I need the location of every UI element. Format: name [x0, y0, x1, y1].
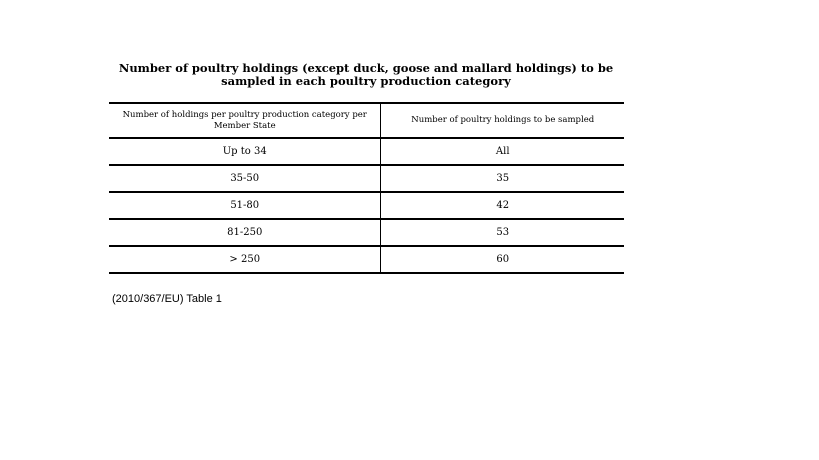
table-cell-sampled: 60 — [381, 246, 624, 273]
table-cell-sampled: 35 — [381, 165, 624, 192]
table-cell-category: > 250 — [109, 246, 381, 273]
table-row — [109, 165, 624, 192]
table-cell-sampled: All — [381, 138, 624, 165]
table-cell-category: 81-250 — [109, 219, 381, 246]
table-caption: (2010/367/EU) Table 1 — [112, 293, 222, 305]
table-cell-category: 51-80 — [109, 192, 381, 219]
table-row — [109, 246, 624, 273]
table-row — [109, 219, 624, 246]
column-header-holdings-to-sample: Number of poultry holdings to be sampled — [381, 103, 624, 138]
table-cell-sampled: 53 — [381, 219, 624, 246]
table-title: Number of poultry holdings (except duck, goose and mallard holdings) to be sampled in each poultry production category — [118, 61, 614, 88]
table-header-row — [109, 103, 624, 138]
sampling-table — [109, 102, 624, 274]
table-cell-sampled: 42 — [381, 192, 624, 219]
table-row — [109, 192, 624, 219]
column-header-holdings-per-category: Number of holdings per poultry production category per Member State — [109, 103, 381, 138]
table-cell-category: 35-50 — [109, 165, 381, 192]
table-cell-category: Up to 34 — [109, 138, 381, 165]
table-row — [109, 138, 624, 165]
